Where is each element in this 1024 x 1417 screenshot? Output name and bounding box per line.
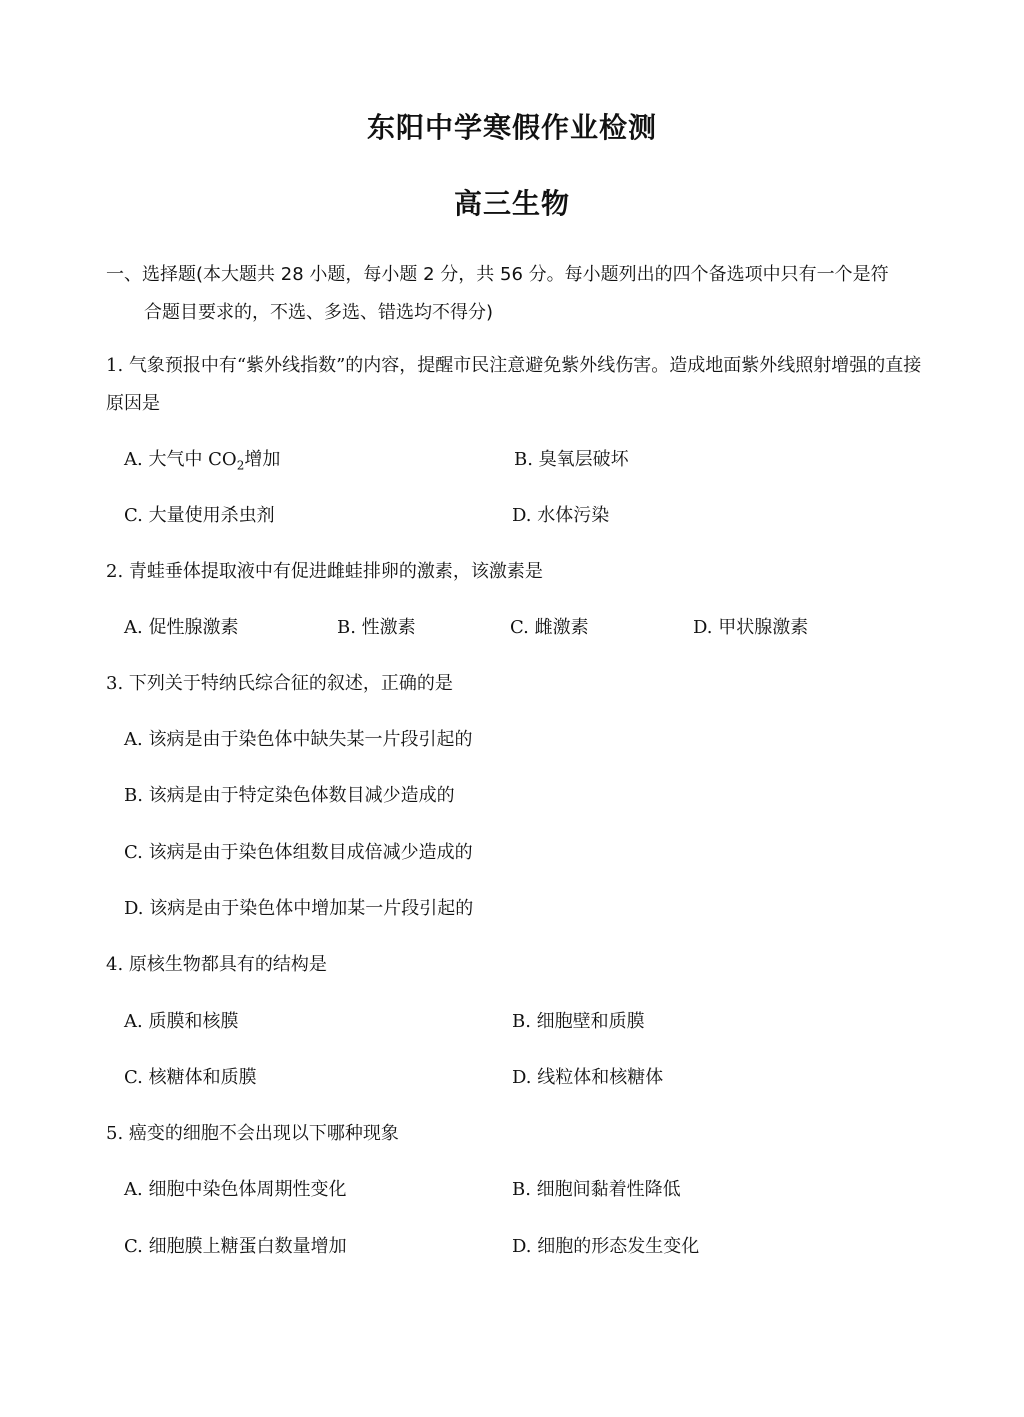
page-title: 东阳中学寒假作业检测 (366, 111, 657, 144)
question-2-option-c: C. 雌激素 (510, 617, 589, 638)
section-heading-line2: 合题目要求的，不选、多选、错选均不得分) (144, 302, 494, 323)
question-4-option-a: A. 质膜和核膜 (124, 1011, 239, 1032)
question-2-option-d: D. 甲状腺激素 (693, 617, 809, 638)
section-heading (106, 256, 936, 332)
question-4-option-b: B. 细胞壁和质膜 (512, 1011, 645, 1032)
question-4-option-c: C. 核糖体和质膜 (124, 1067, 257, 1088)
question-4-option-d: D. 线粒体和核糖体 (512, 1067, 664, 1088)
question-3-option-c: C. 该病是由于染色体组数目成倍减少造成的 (124, 842, 473, 863)
question-2-stem: 2. 青蛙垂体提取液中有促进雌蛙排卵的激素，该激素是 (106, 561, 543, 582)
question-1-option-c: C. 大量使用杀虫剂 (124, 505, 275, 526)
option-a-text: A. 大气中 CO (124, 449, 237, 470)
question-1-option-d: D. 水体污染 (512, 505, 610, 526)
question-2-option-b: B. 性激素 (337, 617, 416, 638)
question-1-option-a (124, 447, 280, 479)
question-1-stem: 1. 气象预报中有“紫外线指数”的内容，提醒市民注意避免紫外线伤害。造成地面紫外线照射增强的直接原因是 (106, 355, 922, 414)
page-subtitle: 高三生物 (453, 187, 570, 220)
question-5-option-a: A. 细胞中染色体周期性变化 (124, 1179, 347, 1200)
question-5-option-d: D. 细胞的形态发生变化 (512, 1236, 700, 1257)
question-5-stem: 5. 癌变的细胞不会出现以下哪种现象 (106, 1123, 399, 1144)
section-heading-line1: 一、选择题(本大题共 28 小题，每小题 2 分，共 56 分。每小题列出的四个备选项中只有一个是符 (106, 264, 889, 285)
question-3-option-d: D. 该病是由于染色体中增加某一片段引起的 (124, 898, 474, 919)
question-3-option-b: B. 该病是由于特定染色体数目减少造成的 (124, 785, 455, 806)
question-5-option-c: C. 细胞膜上糖蛋白数量增加 (124, 1236, 347, 1257)
question-2-option-a: A. 促性腺激素 (124, 617, 239, 638)
question-3-stem: 3. 下列关于特纳氏综合征的叙述，正确的是 (106, 673, 453, 694)
question-4-stem: 4. 原核生物都具有的结构是 (106, 954, 327, 975)
option-a-text-end: 增加 (244, 449, 281, 470)
question-5-option-b: B. 细胞间黏着性降低 (512, 1179, 681, 1200)
option-a-subscript: 2 (236, 458, 245, 473)
question-1-option-b: B. 臭氧层破坏 (514, 449, 629, 470)
question-3-option-a: A. 该病是由于染色体中缺失某一片段引起的 (124, 729, 473, 750)
